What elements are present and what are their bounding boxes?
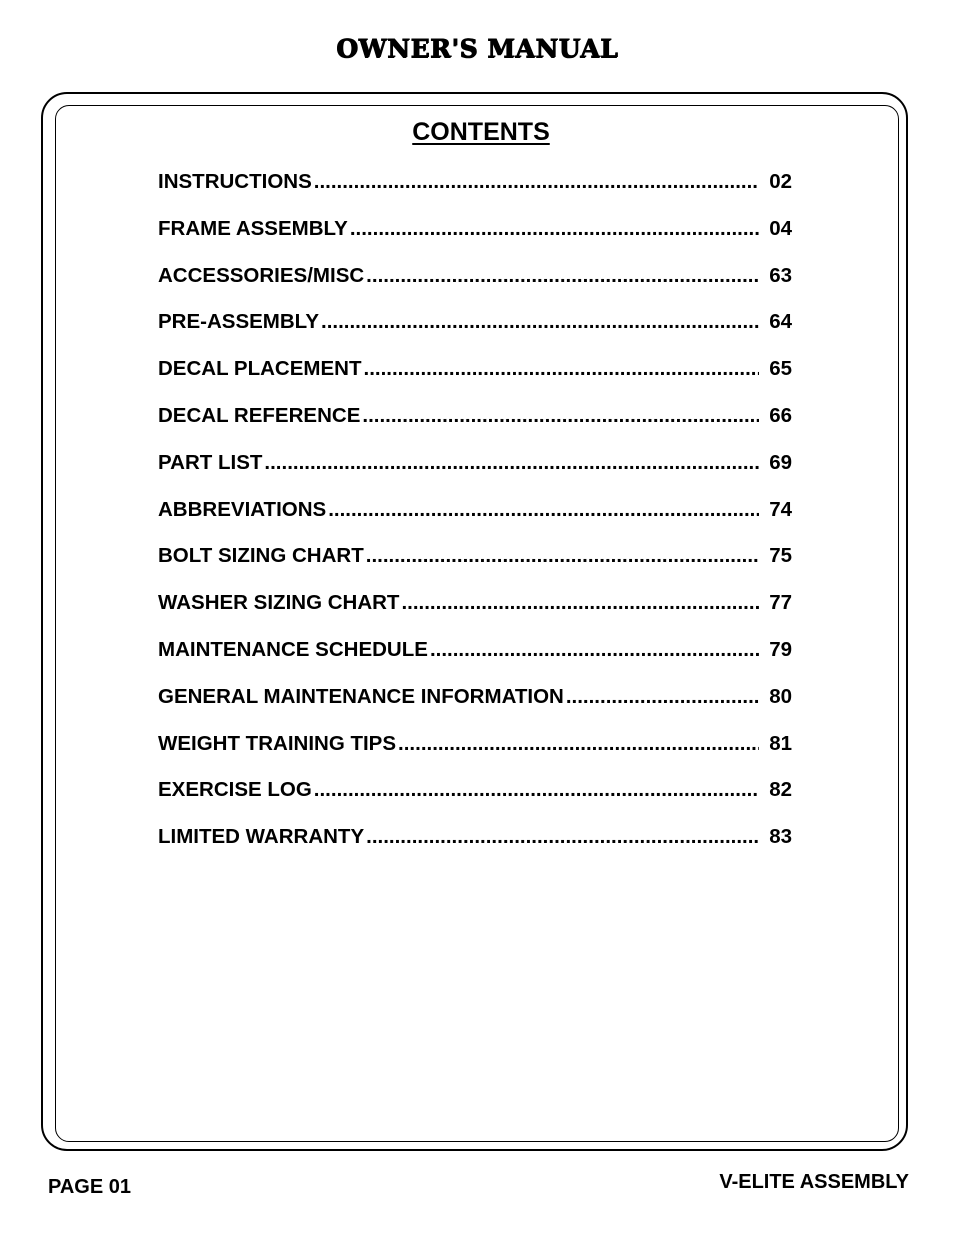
toc-entry-page: 66 xyxy=(769,403,792,427)
toc-entry-washer-sizing-chart[interactable] xyxy=(158,591,792,638)
dot-leader xyxy=(321,310,759,334)
toc-entry-title: DECAL REFERENCE xyxy=(158,403,361,427)
toc-entry-page: 81 xyxy=(769,731,792,755)
toc-entry-limited-warranty[interactable] xyxy=(158,825,792,872)
dot-leader xyxy=(314,778,759,802)
toc-entry-title: LIMITED WARRANTY xyxy=(158,825,365,849)
toc-entry-title: DECAL PLACEMENT xyxy=(158,357,362,381)
dot-leader xyxy=(398,732,759,756)
toc-entry-page: 64 xyxy=(769,310,792,334)
toc-entry-page: 74 xyxy=(769,497,792,521)
toc-entry-maintenance-schedule[interactable] xyxy=(158,638,792,685)
toc-entry-bolt-sizing-chart[interactable] xyxy=(158,544,792,591)
footer-product-name: V-ELITE ASSEMBLY xyxy=(719,1171,909,1193)
toc-entry-page: 02 xyxy=(769,170,792,193)
toc-entry-title: BOLT SIZING CHART xyxy=(158,544,364,568)
toc-entry-page: 77 xyxy=(769,591,792,615)
dot-leader xyxy=(366,264,759,288)
toc-entry-title: GENERAL MAINTENANCE INFORMATION xyxy=(158,684,564,708)
toc-entry-page: 65 xyxy=(769,357,792,381)
dot-leader xyxy=(350,217,759,241)
toc-entry-pre-assembly[interactable] xyxy=(158,310,792,357)
toc-entry-page: 80 xyxy=(769,684,792,708)
toc-entry-decal-placement[interactable] xyxy=(158,357,792,404)
dot-leader xyxy=(566,685,759,709)
dot-leader xyxy=(364,357,760,381)
dot-leader xyxy=(366,544,759,568)
dot-leader xyxy=(362,404,759,428)
toc-entry-page: 69 xyxy=(769,450,792,474)
dot-leader xyxy=(401,591,759,615)
toc-entry-accessories-misc[interactable] xyxy=(158,264,792,311)
toc-entry-page: 82 xyxy=(769,778,792,802)
toc-entry-instructions[interactable] xyxy=(158,170,792,217)
toc-entry-title: ABBREVIATIONS xyxy=(158,497,327,521)
contents-heading: CONTENTS xyxy=(412,118,550,146)
toc-entry-title: INSTRUCTIONS xyxy=(158,170,312,193)
dot-leader xyxy=(430,638,759,662)
dot-leader xyxy=(314,170,759,194)
toc-entry-title: ACCESSORIES/MISC xyxy=(158,263,365,287)
toc-entry-decal-reference[interactable] xyxy=(158,404,792,451)
toc-entry-title: EXERCISE LOG xyxy=(158,778,312,802)
toc-entry-title: MAINTENANCE SCHEDULE xyxy=(158,637,428,661)
toc-entry-general-maintenance-information[interactable] xyxy=(158,685,792,732)
page-title: OWNER'S MANUAL xyxy=(336,34,618,63)
dot-leader xyxy=(328,498,759,522)
toc-entry-title: PART LIST xyxy=(158,450,263,474)
toc-entry-frame-assembly[interactable] xyxy=(158,217,792,264)
toc-entry-page: 79 xyxy=(769,637,792,661)
toc-entry-exercise-log[interactable] xyxy=(158,778,792,825)
dot-leader xyxy=(264,451,759,475)
footer-page-number: PAGE 01 xyxy=(48,1176,131,1198)
toc-entry-page: 83 xyxy=(769,825,792,849)
toc-entry-title: FRAME ASSEMBLY xyxy=(158,216,348,240)
toc-entry-weight-training-tips[interactable] xyxy=(158,732,792,779)
toc-entry-title: WEIGHT TRAINING TIPS xyxy=(158,731,397,755)
toc-entry-page: 04 xyxy=(769,216,792,240)
toc-entry-page: 75 xyxy=(769,544,792,568)
toc-entry-title: PRE-ASSEMBLY xyxy=(158,310,319,334)
dot-leader xyxy=(366,825,759,849)
table-of-contents xyxy=(158,170,792,872)
toc-entry-title: WASHER SIZING CHART xyxy=(158,591,400,615)
toc-entry-part-list[interactable] xyxy=(158,451,792,498)
toc-entry-page: 63 xyxy=(769,263,792,287)
toc-entry-abbreviations[interactable] xyxy=(158,498,792,545)
